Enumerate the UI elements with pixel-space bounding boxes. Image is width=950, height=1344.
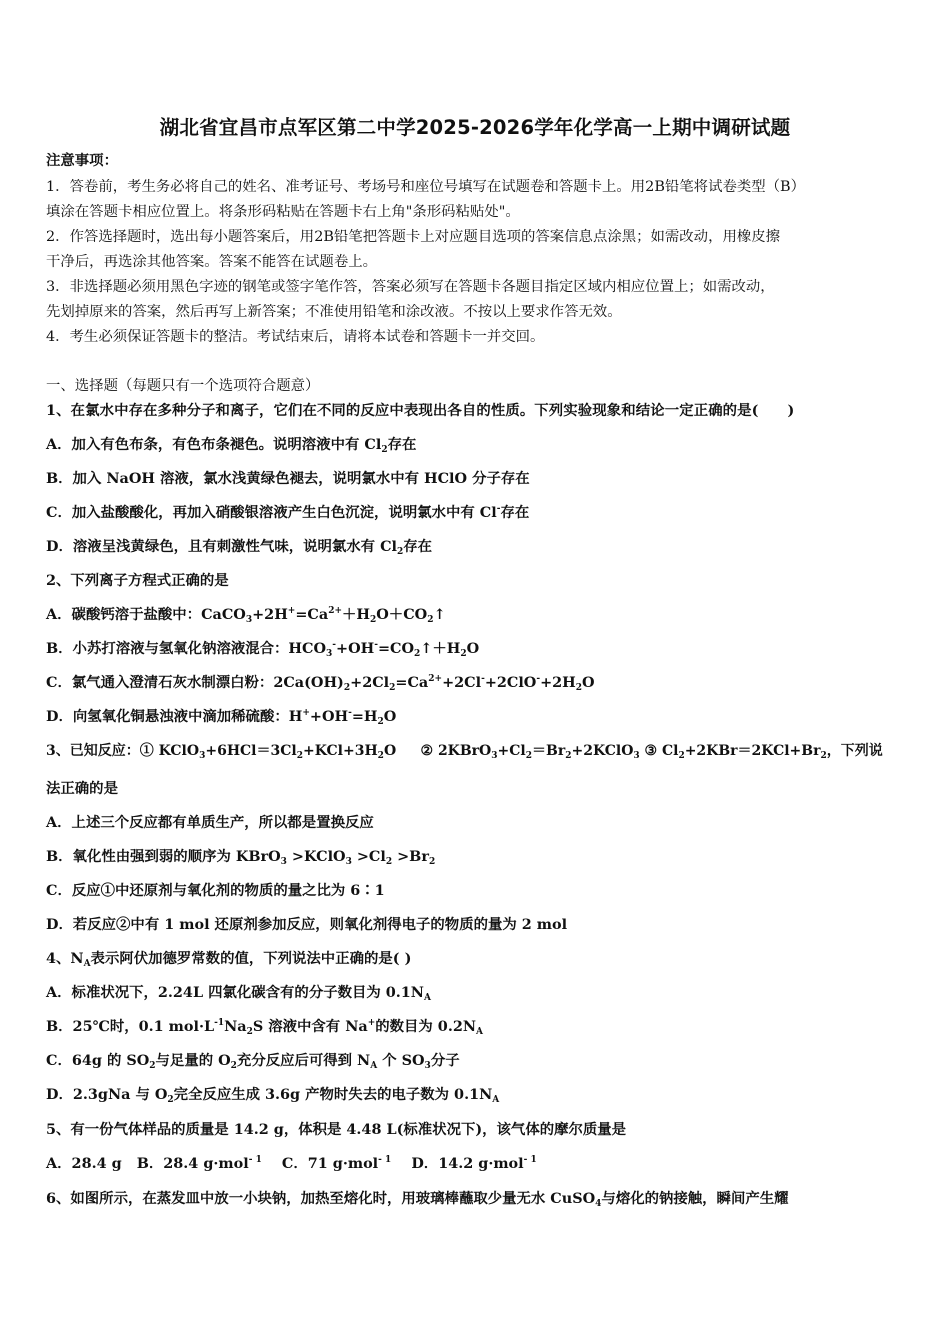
question-1-option-b: B．加入 NaOH 溶液，氯水浅黄绿色褪去，说明氯水中有 HClO 分子存在: [46, 470, 530, 487]
question-5-stem: 5、有一份气体样品的质量是 14.2 g，体积是 4.48 L(标准状况下)，该气体的摩尔质量是: [46, 1121, 627, 1138]
question-4-option-a: A．标准状况下，2.24L 四氯化碳含有的分子数目为 $0.1N_A$: [46, 984, 431, 1003]
question-4-option-b: B．25℃时，0.1 $mol\cdot L^{-1}Na_2S$ 溶液中含有 Na+的数目为 $0.2N_A$: [46, 1018, 483, 1037]
question-2-option-c: C．氯气通入澄清石灰水制漂白粉：$2Ca(OH)_2+2Cl_2=Ca^{2+}+2Cl^-+2ClO^-+2H_2O$: [46, 674, 595, 693]
notice-line: 填涂在答题卡相应位置上。将条形码粘贴在答题卡右上角"条形码粘贴处"。: [46, 204, 520, 220]
question-2-option-b: B．小苏打溶液与氢氧化钠溶液混合：$HCO_3^-+OH^-=CO_2↑+H_2O$: [46, 640, 480, 659]
question-1-option-d: D．溶液呈浅黄绿色，且有刺激性气味，说明氯水有 $Cl_2$存在: [46, 538, 433, 557]
section-heading: 一、选择题（每题只有一个选项符合题意）: [46, 378, 320, 394]
question-1-option-c: C．加入盐酸酸化，再加入硝酸银溶液产生白色沉淀，说明氯水中有 Cl-存在: [46, 504, 530, 521]
question-3-option-b: B．氧化性由强到弱的顺序为 KBrO$_3$ >KClO$_3$ $>Cl_2 >Br_2$: [46, 848, 436, 867]
question-4-option-d: D．2.3gNa 与 $O_2$完全反应生成 3.6g 产物时失去的电子数为 $0.1N_A$: [46, 1086, 500, 1105]
notice-line: 3．非选择题必须用黑色字迹的钢笔或签字笔作答，答案必须写在答题卡各题目指定区域内相应位置上；如需改动，: [46, 279, 775, 295]
question-6-stem: 6、如图所示，在蒸发皿中放一小块钠，加热至熔化时，用玻璃棒蘸取少量无水 CuSO$_4$与熔化的钠接触，瞬间产生耀: [46, 1190, 789, 1209]
question-1-stem: 1、在氯水中存在多种分子和离子，它们在不同的反应中表现出各自的性质。下列实验现象和结论一定正确的是( ): [46, 402, 795, 419]
question-2-stem: 2、下列离子方程式正确的是: [46, 572, 229, 589]
question-4-stem: 4、$N_A$表示阿伏加德罗常数的值，下列说法中正确的是( ): [46, 950, 412, 969]
question-4-option-c: C．64g 的 $SO_2$与足量的 $O_2$充分反应后可得到 $N_A$ 个 $SO_3$分子: [46, 1052, 460, 1071]
notice-line: 4．考生必须保证答题卡的整洁。考试结束后，请将本试卷和答题卡一并交回。: [46, 329, 545, 345]
exam-title: 湖北省宜昌市点军区第二中学2025-2026学年化学高一上期中调研试题: [159, 116, 791, 139]
notice-line: 先划掉原来的答案，然后再写上新答案；不准使用铅笔和涂改液。不按以上要求作答无效。: [46, 304, 622, 320]
question-3-option-c: C．反应①中还原剂与氧化剂的物质的量之比为 6∶1: [46, 882, 385, 899]
question-3-option-a: A．上述三个反应都有单质生产，所以都是置换反应: [46, 814, 374, 831]
notice-line: 2．作答选择题时，选出每小题答案后，用2B铅笔把答题卡上对应题目选项的答案信息点涂黑；如需改动，用橡皮擦: [46, 229, 781, 245]
question-3-stem: 3、已知反应：① $KClO_3+6HCl=3Cl_2+KCl+3H_2O$ ② $2KBrO_3+Cl_2=Br_2+2KClO_3$ ③ $Cl_2+2KBr=2KCl+Br_2$，下列说: [46, 743, 883, 761]
question-3-stem-cont: 法正确的是: [46, 780, 118, 797]
question-3-option-d: D．若反应②中有 1 mol 还原剂参加反应，则氧化剂得电子的物质的量为 2 mol: [46, 916, 568, 933]
question-2-option-a: A．碳酸钙溶于盐酸中：$CaCO_3+2H^+=Ca^{2+}+H_2O+CO_2↑$: [46, 606, 446, 625]
question-5-options: A．28.4 g B．28.4 g·mol$^{- 1}$ C．71 g·mol$^{- 1}$ D．14.2 g·mol$^{- 1}$: [46, 1155, 537, 1172]
question-2-option-d: D．向氢氧化铜悬浊液中滴加稀硫酸：$H^++OH^-=H_2O$: [46, 708, 397, 727]
notice-heading: 注意事项：: [46, 152, 118, 169]
question-1-option-a: A．加入有色布条，有色布条褪色。说明溶液中有 $Cl_2$存在: [46, 436, 417, 455]
notice-line: 干净后，再选涂其他答案。答案不能答在试题卷上。: [46, 254, 377, 270]
notice-line: 1．答卷前，考生务必将自己的姓名、准考证号、考场号和座位号填写在试题卷和答题卡上。用2B铅笔将试卷类型（B）: [46, 179, 805, 195]
